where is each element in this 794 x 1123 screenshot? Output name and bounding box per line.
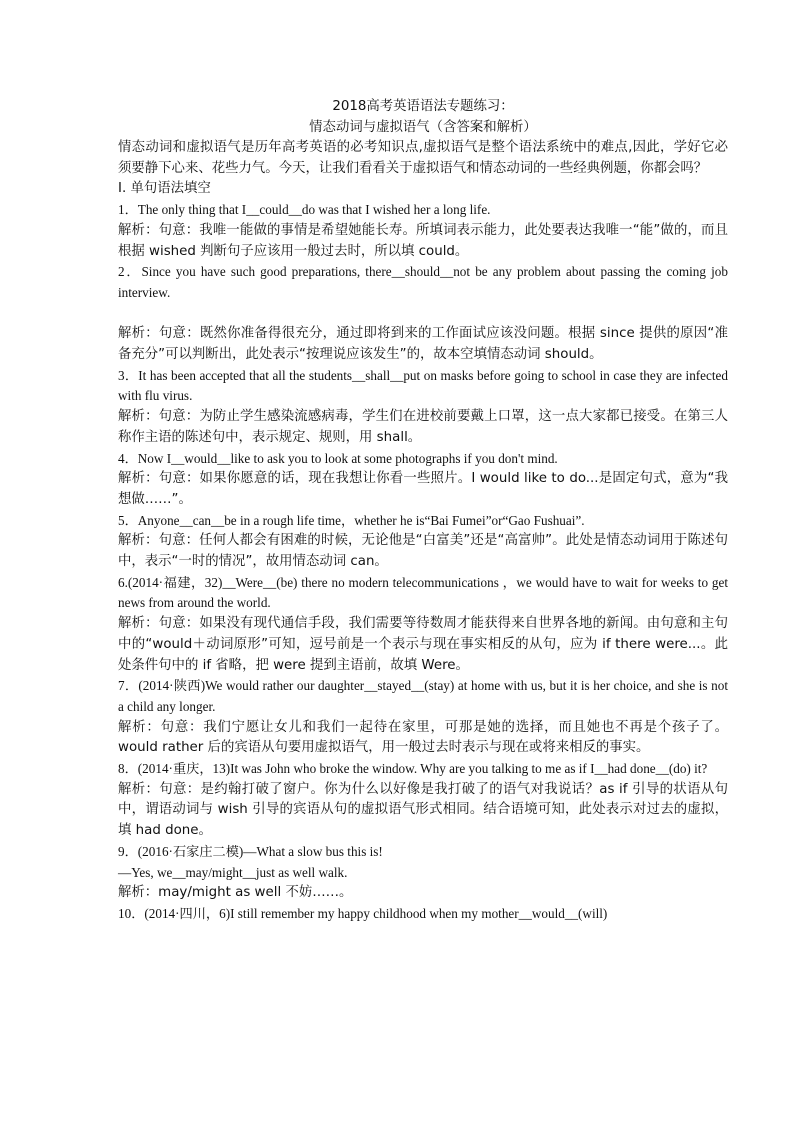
answer-6: 解析：句意：如果没有现代通信手段，我们需要等待数周才能获得来自世界各地的新闻。由句意和主句中的“would＋动词原形”可知，逗号前是一个表示与现在事实相反的从句，应为 if there were...。此处条件句中的 if 省略，把 were 提到主语前，故填 Were。	[118, 616, 728, 673]
question-2: 2．Since you have such good preparations, there__should__not be any problem about passing the coming job interview.	[118, 264, 728, 300]
question-8: 8．(2014·重庆，13)It was John who broke the window. Why are you talking to me as if I__had done__(do) it?	[118, 761, 708, 777]
answer-7: 解析：句意：我们宁愿让女儿和我们一起待在家里，可那是她的选择，而且她也不再是个孩子了。would rather 后的宾语从句要用虚拟语气，用一般过去时表示与现在或将来相反的事实。	[118, 719, 728, 756]
question-3: 3．It has been accepted that all the students__shall__put on masks before going to school in case they are infected with flu virus.	[118, 367, 728, 404]
intro-paragraph: 情态动词和虚拟语气是历年高考英语的必考知识点,虚拟语气是整个语法系统中的难点,因此，学好它必须要静下心来、花些力气。今天，让我们看看关于虚拟语气和情态动词的一些经典例题，你都会吗？	[118, 140, 728, 176]
question-10: 10．(2014·四川，6)I still remember my happy childhood when my mother__would__(will)	[118, 906, 608, 921]
question-9-reply: —Yes, we__may/might__just as well walk.	[118, 864, 348, 880]
answer-8: 解析：句意：是约翰打破了窗户。你为什么以好像是我打破了的语气对我说话？as if 引导的状语从句中，谓语动词与 wish 引导的宾语从句的虚拟语气形式相同。结合语境可知，此处表示对过去的虚拟，填 had done。	[118, 781, 728, 839]
answer-5: 解析：句意：任何人都会有困难的时候，无论他是“白富美”还是“高富帅”。此处是情态动词用于陈述句中，表示“一时的情况”，故用情态动词 can。	[118, 533, 728, 570]
blank-gap	[118, 304, 728, 325]
document-title-line-1: 2018高考英语语法专题练习：	[332, 99, 514, 114]
section-heading: Ⅰ. 单句语法填空	[118, 181, 211, 197]
question-4: 4．Now I__would__like to ask you to look at some photographs if you don't mind.	[118, 450, 558, 466]
answer-3: 解析：句意：为防止学生感染流感病毒，学生们在进校前要戴上口罩，这一点大家都已接受。在第三人称作主语的陈述句中，表示规定、规则，用 shall。	[118, 409, 728, 445]
question-7: 7．(2014·陕西)We would rather our daughter__stayed__(stay) at home with us, but it is her choice, and she is not a child any longer.	[118, 678, 728, 714]
question-5: 5．Anyone__can__be in a rough life time，whether he is“Bai Fumei”or“Gao Fushuai”.	[118, 512, 585, 528]
answer-1: 解析：句意：我唯一能做的事情是希望她能长寿。所填词表示能力，此处要表达我唯一“能”做的，而且根据 wished 判断句子应该用一般过去时，所以填 could。	[118, 222, 728, 259]
document-page	[118, 96, 728, 925]
document-title-line-2: 情态动词与虚拟语气（含答案和解析）	[309, 120, 537, 135]
question-6: 6.(2014·福建，32)__Were__(be) there no modern telecommunications ，we would have to wait for weeks to get news from around the world.	[118, 574, 728, 611]
question-9: 9．(2016·石家庄二模)—What a slow bus this is!	[118, 843, 383, 859]
question-1: 1．The only thing that I__could__do was that I wished her a long life.	[118, 202, 491, 218]
answer-2: 解析：句意：既然你准备得很充分，通过即将到来的工作面试应该没问题。根据 since 提供的原因“准备充分”可以判断出，此处表示“按理说应该发生”的，故本空填情态动词 should。	[118, 326, 728, 363]
answer-9: 解析：may/might as well 不妨……。	[118, 885, 353, 901]
answer-4: 解析：句意：如果你愿意的话，现在我想让你看一些照片。I would like to do...是固定句式，意为“我想做……”。	[118, 471, 728, 507]
